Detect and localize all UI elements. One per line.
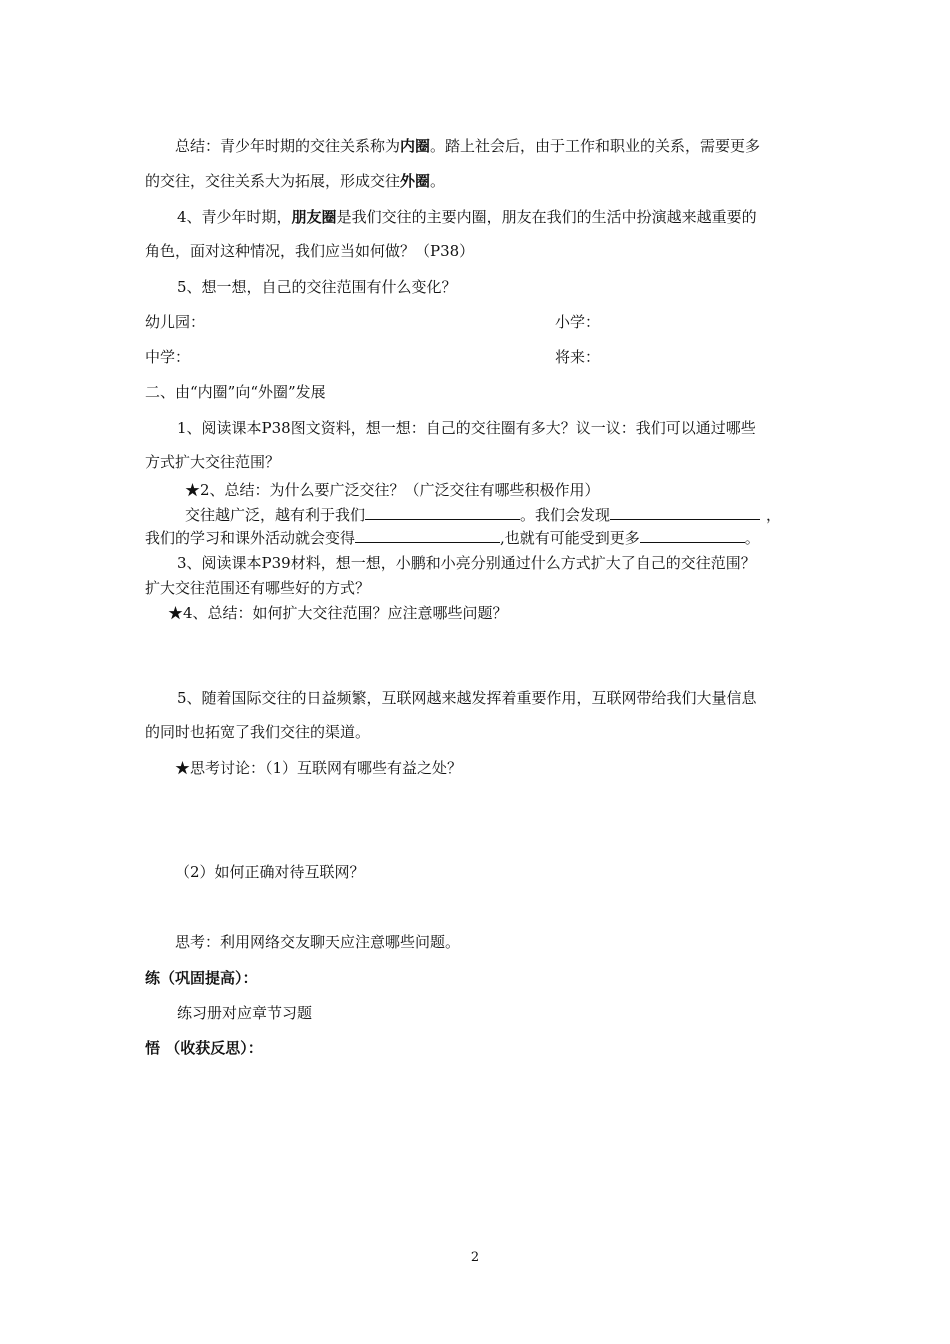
- fill-text-c: ，: [766, 506, 782, 524]
- answer-blank-4[interactable]: [640, 528, 745, 543]
- s2-question-1-line-2: 方式扩大交往范围？: [145, 453, 281, 471]
- s2-question-5-line-1: 5、随着国际交往的日益频繁，互联网越来越发挥着重要作用，互联网带给我们大量信息: [177, 689, 757, 707]
- fill-in-line-2: [145, 528, 760, 548]
- discussion-question-1: ★思考讨论：（1）互联网有哪些有益之处？: [175, 759, 463, 777]
- summary-text-c: 。踏上社会后，由于工作和职业的关系，需要更多: [430, 137, 761, 155]
- practice-heading: 练（巩固提高）：: [145, 969, 258, 987]
- summary-term-inner-circle: 内圈: [400, 137, 431, 155]
- fill-text-b: 。我们会发现: [520, 506, 611, 524]
- summary-line-1: [175, 136, 760, 156]
- fill-text-f: 。: [744, 529, 760, 547]
- label-primary-school: 小学：: [555, 313, 601, 331]
- think-prompt: 思考：利用网络交友聊天应注意哪些问题。: [175, 933, 461, 951]
- page-number: 2: [470, 1250, 480, 1265]
- summary-text-a: 总结：青少年时期的交往关系称为: [175, 137, 401, 155]
- question-4-line-2: 角色，面对这种情况，我们应当如何做？（P38）: [145, 242, 475, 260]
- q4-text-a: 4、青少年时期，: [177, 208, 292, 226]
- s2-question-3-line-1: 3、阅读课本P39材料，想一想，小鹏和小亮分别通过什么方式扩大了自己的交往范围？: [177, 554, 756, 572]
- practice-text: 练习册对应章节习题: [177, 1004, 313, 1022]
- answer-blank-3[interactable]: [355, 528, 500, 543]
- q4-term-friend-circle: 朋友圈: [291, 208, 337, 226]
- s2-question-4: ★4、总结：如何扩大交往范围？应注意哪些问题？: [168, 604, 508, 622]
- reflection-heading: 悟 （收获反思）：: [145, 1039, 263, 1057]
- summary-text-e: 。: [430, 172, 446, 190]
- s2-question-3-line-2: 扩大交往范围还有哪些好的方式？: [145, 579, 371, 597]
- summary-line-2: [145, 171, 445, 191]
- answer-blank-1[interactable]: [365, 505, 520, 520]
- fill-text-d: 我们的学习和课外活动就会变得: [145, 529, 356, 547]
- fill-in-line-1: [185, 505, 781, 525]
- label-kindergarten: 幼儿园：: [145, 313, 206, 331]
- fill-text-e: ,也就有可能受到更多: [500, 529, 640, 547]
- label-future: 将来：: [555, 348, 601, 366]
- summary-text-d: 的交往，交往关系大为拓展，形成交往: [145, 172, 401, 190]
- s2-question-2: ★2、总结：为什么要广泛交往？（广泛交往有哪些积极作用）: [185, 481, 600, 499]
- discussion-question-2: （2）如何正确对待互联网？: [175, 863, 365, 881]
- q4-text-c: 是我们交往的主要内圈，朋友在我们的生活中扮演越来越重要的: [336, 208, 757, 226]
- question-5: 5、想一想，自己的交往范围有什么变化？: [177, 278, 457, 296]
- fill-text-a: 交往越广泛，越有利于我们: [185, 506, 366, 524]
- s2-question-5-line-2: 的同时也拓宽了我们交往的渠道。: [145, 723, 371, 741]
- answer-blank-2[interactable]: [610, 505, 760, 520]
- label-middle-school: 中学：: [145, 348, 191, 366]
- summary-term-outer-circle: 外圈: [400, 172, 431, 190]
- question-4-line-1: [177, 207, 757, 227]
- s2-question-1-line-1: 1、阅读课本P38图文资料，想一想：自己的交往圈有多大？议一议：我们可以通过哪些: [177, 419, 756, 437]
- section-2-heading: 二、由“内圈”向“外圈”发展: [145, 383, 326, 401]
